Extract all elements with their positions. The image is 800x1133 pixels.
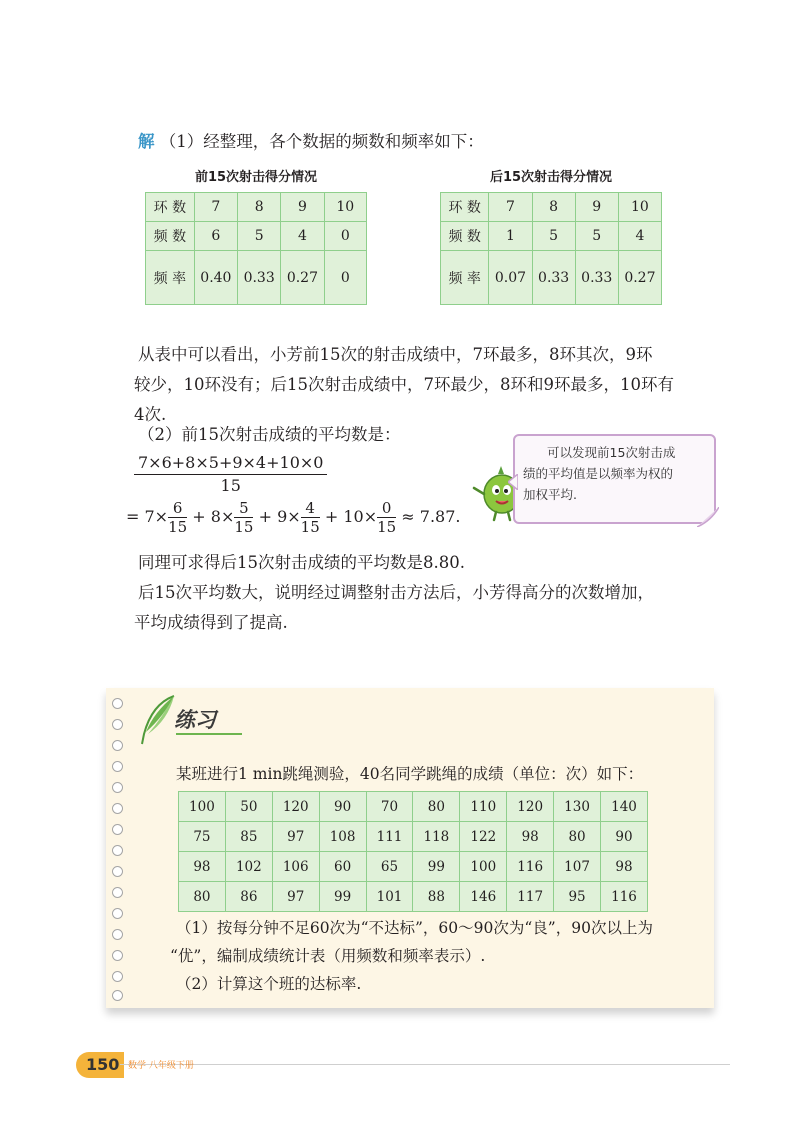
table-row (179, 792, 648, 822)
data-cell: 98 (601, 852, 648, 882)
question-line: （1）按每分钟不足60次为“不达标”，60～90次为“良”，90次以上为 (176, 919, 653, 937)
data-cell: 95 (554, 882, 601, 912)
data-cell: 106 (272, 852, 319, 882)
plus-sign: + (192, 507, 206, 526)
table-cell: 0.33 (575, 251, 618, 305)
table-row (179, 852, 648, 882)
data-cell: 97 (272, 822, 319, 852)
data-cell: 120 (507, 792, 554, 822)
ring-icon (112, 866, 123, 877)
data-cell: 80 (413, 792, 460, 822)
table-row (179, 822, 648, 852)
table-cell: 5 (575, 222, 618, 251)
table-last-15-shots (440, 192, 662, 305)
data-cell: 108 (319, 822, 366, 852)
table-cell: 频 数 (441, 222, 489, 251)
conclusion-paragraph (134, 578, 738, 638)
term-coef: 10× (343, 507, 378, 526)
conclusion-line: 后15次平均数大，说明经过调整射击方法后，小芳得高分的次数增加， (138, 583, 654, 602)
table-row (441, 193, 662, 222)
ring-icon (112, 719, 123, 730)
average-fraction (134, 452, 327, 497)
data-cell: 120 (272, 792, 319, 822)
jump-rope-data-table (178, 791, 648, 912)
data-cell: 90 (601, 822, 648, 852)
table-cell: 0.27 (618, 251, 661, 305)
ring-icon (112, 845, 123, 856)
table-cell: 频 率 (146, 251, 195, 305)
table-row (441, 222, 662, 251)
plus-sign: + (258, 507, 272, 526)
table-row (146, 251, 367, 305)
table-cell: 频 率 (441, 251, 489, 305)
table-row (441, 251, 662, 305)
table-first-15-shots (145, 192, 367, 305)
ring-icon (112, 908, 123, 919)
title-underline (176, 733, 242, 735)
analysis-line: 从表中可以看出，小芳前15次的射击成绩中，7环最多，8环其次，9环 (138, 345, 653, 364)
analysis-line: 4次. (134, 405, 167, 424)
data-cell: 88 (413, 882, 460, 912)
exercise-intro: 某班进行1 min跳绳测验，40名同学跳绳的成绩（单位：次）如下： (176, 765, 644, 783)
note-curl-icon (697, 507, 719, 527)
table-cell: 0.33 (532, 251, 575, 305)
second-average-line: 同理可求得后15次射击成绩的平均数是8.80. (138, 553, 465, 572)
table-cell: 4 (281, 222, 324, 251)
note-line: 绩的平均值是以频率为权的 (523, 466, 674, 481)
table-cell: 10 (618, 193, 661, 222)
analysis-line: 较少，10环没有；后15次射击成绩中，7环最少，8环和9环最多，10环有 (134, 375, 674, 394)
footer-rule (120, 1064, 730, 1065)
data-cell: 75 (179, 822, 226, 852)
table-row (179, 882, 648, 912)
analysis-paragraph (134, 340, 738, 430)
table-cell: 8 (532, 193, 575, 222)
ring-icon (112, 740, 123, 751)
data-cell: 107 (554, 852, 601, 882)
data-cell: 99 (413, 852, 460, 882)
average-result: ≈ 7.87. (401, 507, 461, 526)
ring-icon (112, 698, 123, 709)
step1-text: （1）经整理，各个数据的频数和频率如下： (159, 132, 484, 151)
table-cell: 8 (238, 193, 281, 222)
note-line: 加权平均. (523, 487, 577, 502)
table-row (146, 222, 367, 251)
table-cell: 频 数 (146, 222, 195, 251)
table-cell: 0.27 (281, 251, 324, 305)
conclusion-line: 平均成绩得到了提高. (134, 613, 288, 632)
table-first-caption: 前15次射击得分情况 (194, 170, 318, 185)
table-cell: 5 (238, 222, 281, 251)
data-cell: 97 (272, 882, 319, 912)
data-cell: 98 (507, 822, 554, 852)
table-cell: 0 (324, 222, 366, 251)
table-cell: 0.33 (238, 251, 281, 305)
ring-icon (112, 971, 123, 982)
ring-icon (112, 824, 123, 835)
note-pointer-icon (508, 474, 518, 490)
weighted-expansion (126, 499, 461, 536)
term-fraction: $\frac{6}{15}$ (168, 499, 188, 536)
term-fraction: $\frac{0}{15}$ (377, 499, 397, 536)
average-denominator: 15 (220, 476, 241, 495)
table-cell: 1 (489, 222, 532, 251)
footer-book: 数学 八年级下册 (128, 1061, 194, 1071)
ring-icon (112, 803, 123, 814)
data-cell: 100 (460, 852, 507, 882)
equals-sign: = (126, 507, 140, 526)
table-cell: 环 数 (146, 193, 195, 222)
note-bubble (513, 434, 716, 524)
table-cell: 0 (324, 251, 366, 305)
note-line: 可以发现前15次射击成 (547, 445, 676, 460)
question-line: “优”，编制成绩统计表（用频数和频率表示）. (170, 947, 486, 965)
data-cell: 110 (460, 792, 507, 822)
table-cell: 9 (281, 193, 324, 222)
data-cell: 80 (554, 822, 601, 852)
table-cell: 5 (532, 222, 575, 251)
ring-icon (112, 929, 123, 940)
table-row (146, 193, 367, 222)
data-cell: 85 (225, 822, 272, 852)
data-cell: 122 (460, 822, 507, 852)
ring-icon (112, 950, 123, 961)
table-cell: 环 数 (441, 193, 489, 222)
term-coef: 7× (144, 507, 169, 526)
data-cell: 65 (366, 852, 413, 882)
data-cell: 100 (179, 792, 226, 822)
ring-icon (112, 887, 123, 898)
data-cell: 98 (179, 852, 226, 882)
term-fraction: $\frac{5}{15}$ (234, 499, 254, 536)
table-last-caption: 后15次射击得分情况 (489, 170, 613, 185)
data-cell: 130 (554, 792, 601, 822)
ring-icon (112, 990, 123, 1001)
data-cell: 146 (460, 882, 507, 912)
table-cell: 10 (324, 193, 366, 222)
ring-icon (112, 782, 123, 793)
plus-sign: + (324, 507, 339, 526)
exercise-question-1 (170, 914, 706, 970)
term-fraction: $\frac{4}{15}$ (300, 499, 320, 536)
term-coef: 8× (210, 507, 235, 526)
table-cell: 6 (194, 222, 237, 251)
term-coef: 9× (277, 507, 301, 526)
solution-step2: （2）前15次射击成绩的平均数是： (138, 425, 401, 444)
exercise-question-2: （2）计算这个班的达标率. (176, 975, 362, 993)
table-cell: 4 (618, 222, 661, 251)
average-numerator: 7×6+8×5+9×4+10×0 (134, 452, 327, 475)
data-cell: 116 (507, 852, 554, 882)
data-cell: 116 (601, 882, 648, 912)
exercise-title: 练习 (174, 708, 216, 732)
data-cell: 140 (601, 792, 648, 822)
data-cell: 86 (225, 882, 272, 912)
data-cell: 101 (366, 882, 413, 912)
page-number: 150 (86, 1055, 120, 1074)
table-cell: 7 (194, 193, 237, 222)
solution-label: 解 (138, 132, 155, 151)
table-cell: 9 (575, 193, 618, 222)
ring-icon (112, 761, 123, 772)
data-cell: 117 (507, 882, 554, 912)
table-cell: 0.07 (489, 251, 532, 305)
solution-step1 (138, 127, 484, 157)
data-cell: 102 (225, 852, 272, 882)
data-cell: 50 (225, 792, 272, 822)
data-cell: 90 (319, 792, 366, 822)
table-cell: 0.40 (194, 251, 237, 305)
table-cell: 7 (489, 193, 532, 222)
data-cell: 118 (413, 822, 460, 852)
data-cell: 60 (319, 852, 366, 882)
data-cell: 99 (319, 882, 366, 912)
data-cell: 70 (366, 792, 413, 822)
data-cell: 111 (366, 822, 413, 852)
data-cell: 80 (179, 882, 226, 912)
